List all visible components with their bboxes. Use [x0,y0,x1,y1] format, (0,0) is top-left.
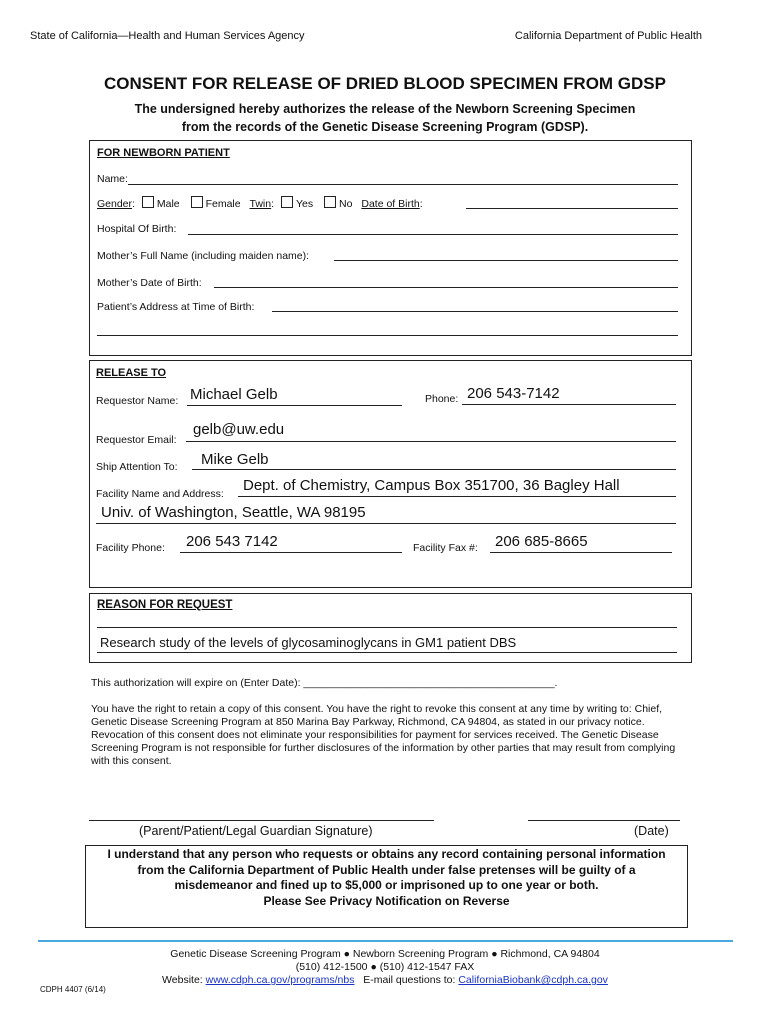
newborn-patient-section [89,140,692,356]
phone-label: Phone: [425,393,459,405]
signature-field[interactable] [89,820,434,821]
requestor-name-value[interactable]: Michael Gelb [190,386,278,403]
facility-address-line1[interactable]: Dept. of Chemistry, Campus Box 351700, 36 Bagley Hall [243,477,620,494]
facility-address-line2[interactable]: Univ. of Washington, Seattle, WA 98195 [101,504,366,521]
page-title: CONSENT FOR RELEASE OF DRIED BLOOD SPECIMEN FROM GDSP [104,74,666,93]
rights-paragraph: You have the right to retain a copy of this consent. You have the right to revoke this consent at any time by writing to: Chief, Genetic Disease Screening Program at 850 Marina Bay Parkway, Richmond, CA 94804, as stated in our privacy notice. Revocation of this consent does not eliminate your responsibilities for payment for services received. The Genetic Disease Screening Program is not responsible for further disclosures of the information by other parties that may result from complying with this consent. [91,703,676,767]
facility-field-1 [238,496,676,497]
mother-dob-label: Mother’s Date of Birth: [97,277,202,289]
facility-label: Facility Name and Address: [96,488,224,500]
phone-value[interactable]: 206 543-7142 [467,385,560,402]
facility-field-2 [96,523,676,524]
mother-dob-field[interactable] [214,287,678,288]
male-checkbox[interactable] [142,196,154,208]
footer-phone: (510) 412-1500 ● (510) 412-1547 FAX [295,961,475,973]
dob-field[interactable] [466,208,678,209]
warning-line4: Please See Privacy Notification on Reverse [263,893,510,908]
mother-name-field[interactable] [334,260,678,261]
hospital-field[interactable] [188,234,678,235]
email-link[interactable]: CaliforniaBiobank@cdph.ca.gov [458,974,608,986]
requestor-name-field [187,405,402,406]
email-value[interactable]: gelb@uw.edu [193,421,285,438]
twin-label: Twin [249,198,272,210]
mother-name-label: Mother’s Full Name (including maiden name): [97,250,310,262]
requestor-name-label: Requestor Name: [96,395,179,407]
footer-programs: Genetic Disease Screening Program ● Newborn Screening Program ● Richmond, CA 94804 [170,948,600,960]
warning-line2: from the California Department of Public Health under false pretenses will be guilty of a [137,862,636,877]
fax-label: Facility Fax #: [413,542,478,554]
email-label: Requestor Email: [96,434,177,446]
female-label: Female [205,198,241,210]
facility-phone-label: Facility Phone: [96,542,165,554]
name-label: Name: [97,173,128,185]
ship-attention-label: Ship Attention To: [96,461,178,473]
subtitle-line1: The undersigned hereby authorizes the release of the Newborn Screening Specimen [134,102,636,116]
no-label: No [339,198,353,210]
header-department: California Department of Public Health [514,30,702,42]
address-label: Patient’s Address at Time of Birth: [97,301,255,313]
facility-phone-value[interactable]: 206 543 7142 [186,533,278,550]
reason-value[interactable]: Research study of the levels of glycosaminoglycans in GM1 patient DBS [100,635,517,650]
email-field [186,441,676,442]
signature-label: (Parent/Patient/Legal Guardian Signature) [139,824,373,838]
date-field[interactable] [528,820,680,821]
newborn-patient-heading: FOR NEWBORN PATIENT [97,147,230,159]
address-field-1[interactable] [272,311,678,312]
footer-divider [38,940,733,942]
name-field[interactable] [128,184,678,185]
subtitle-line2: from the records of the Genetic Disease Screening Program (GDSP). [181,120,589,134]
expiration-line[interactable]: This authorization will expire on (Enter Date): ___________________________________________. [91,677,558,689]
website-link[interactable]: www.cdph.ca.gov/programs/nbs [205,974,355,986]
warning-line3: misdemeanor and fined up to $5,000 or imprisoned up to one year or both. [174,878,599,892]
date-label: (Date) [634,824,669,838]
warning-line1: I understand that any person who requests or obtains any record containing personal information [107,847,666,861]
dob-label: Date of Birth [361,198,420,210]
address-field-2[interactable] [97,335,678,336]
gender-row: Gender: Male Female Twin: Yes No Date of Birth: [97,198,423,210]
release-to-heading: RELEASE TO [96,367,167,379]
fax-field [490,552,672,553]
reason-field-2 [97,652,677,653]
release-to-section [89,360,692,588]
fax-value[interactable]: 206 685-8665 [495,533,588,550]
male-label: Male [156,198,180,210]
email-questions-label: E-mail questions to: [354,974,459,986]
twin-no-checkbox[interactable] [324,196,336,208]
phone-field [462,404,676,405]
ship-attention-field [192,469,676,470]
reason-field-1 [97,627,677,628]
female-checkbox[interactable] [191,196,203,208]
twin-yes-checkbox[interactable] [281,196,293,208]
facility-phone-field [180,552,402,553]
reason-heading: REASON FOR REQUEST [97,599,233,611]
footer-contact [0,974,770,986]
header-agency: State of California—Health and Human Services Agency [30,30,305,42]
hospital-label: Hospital Of Birth: [97,223,177,235]
warning-text [85,847,688,909]
website-label: Website: [162,974,206,986]
ship-attention-value[interactable]: Mike Gelb [201,451,269,468]
yes-label: Yes [295,198,314,210]
gender-label: Gender [97,198,133,210]
form-id: CDPH 4407 (6/14) [40,985,106,994]
